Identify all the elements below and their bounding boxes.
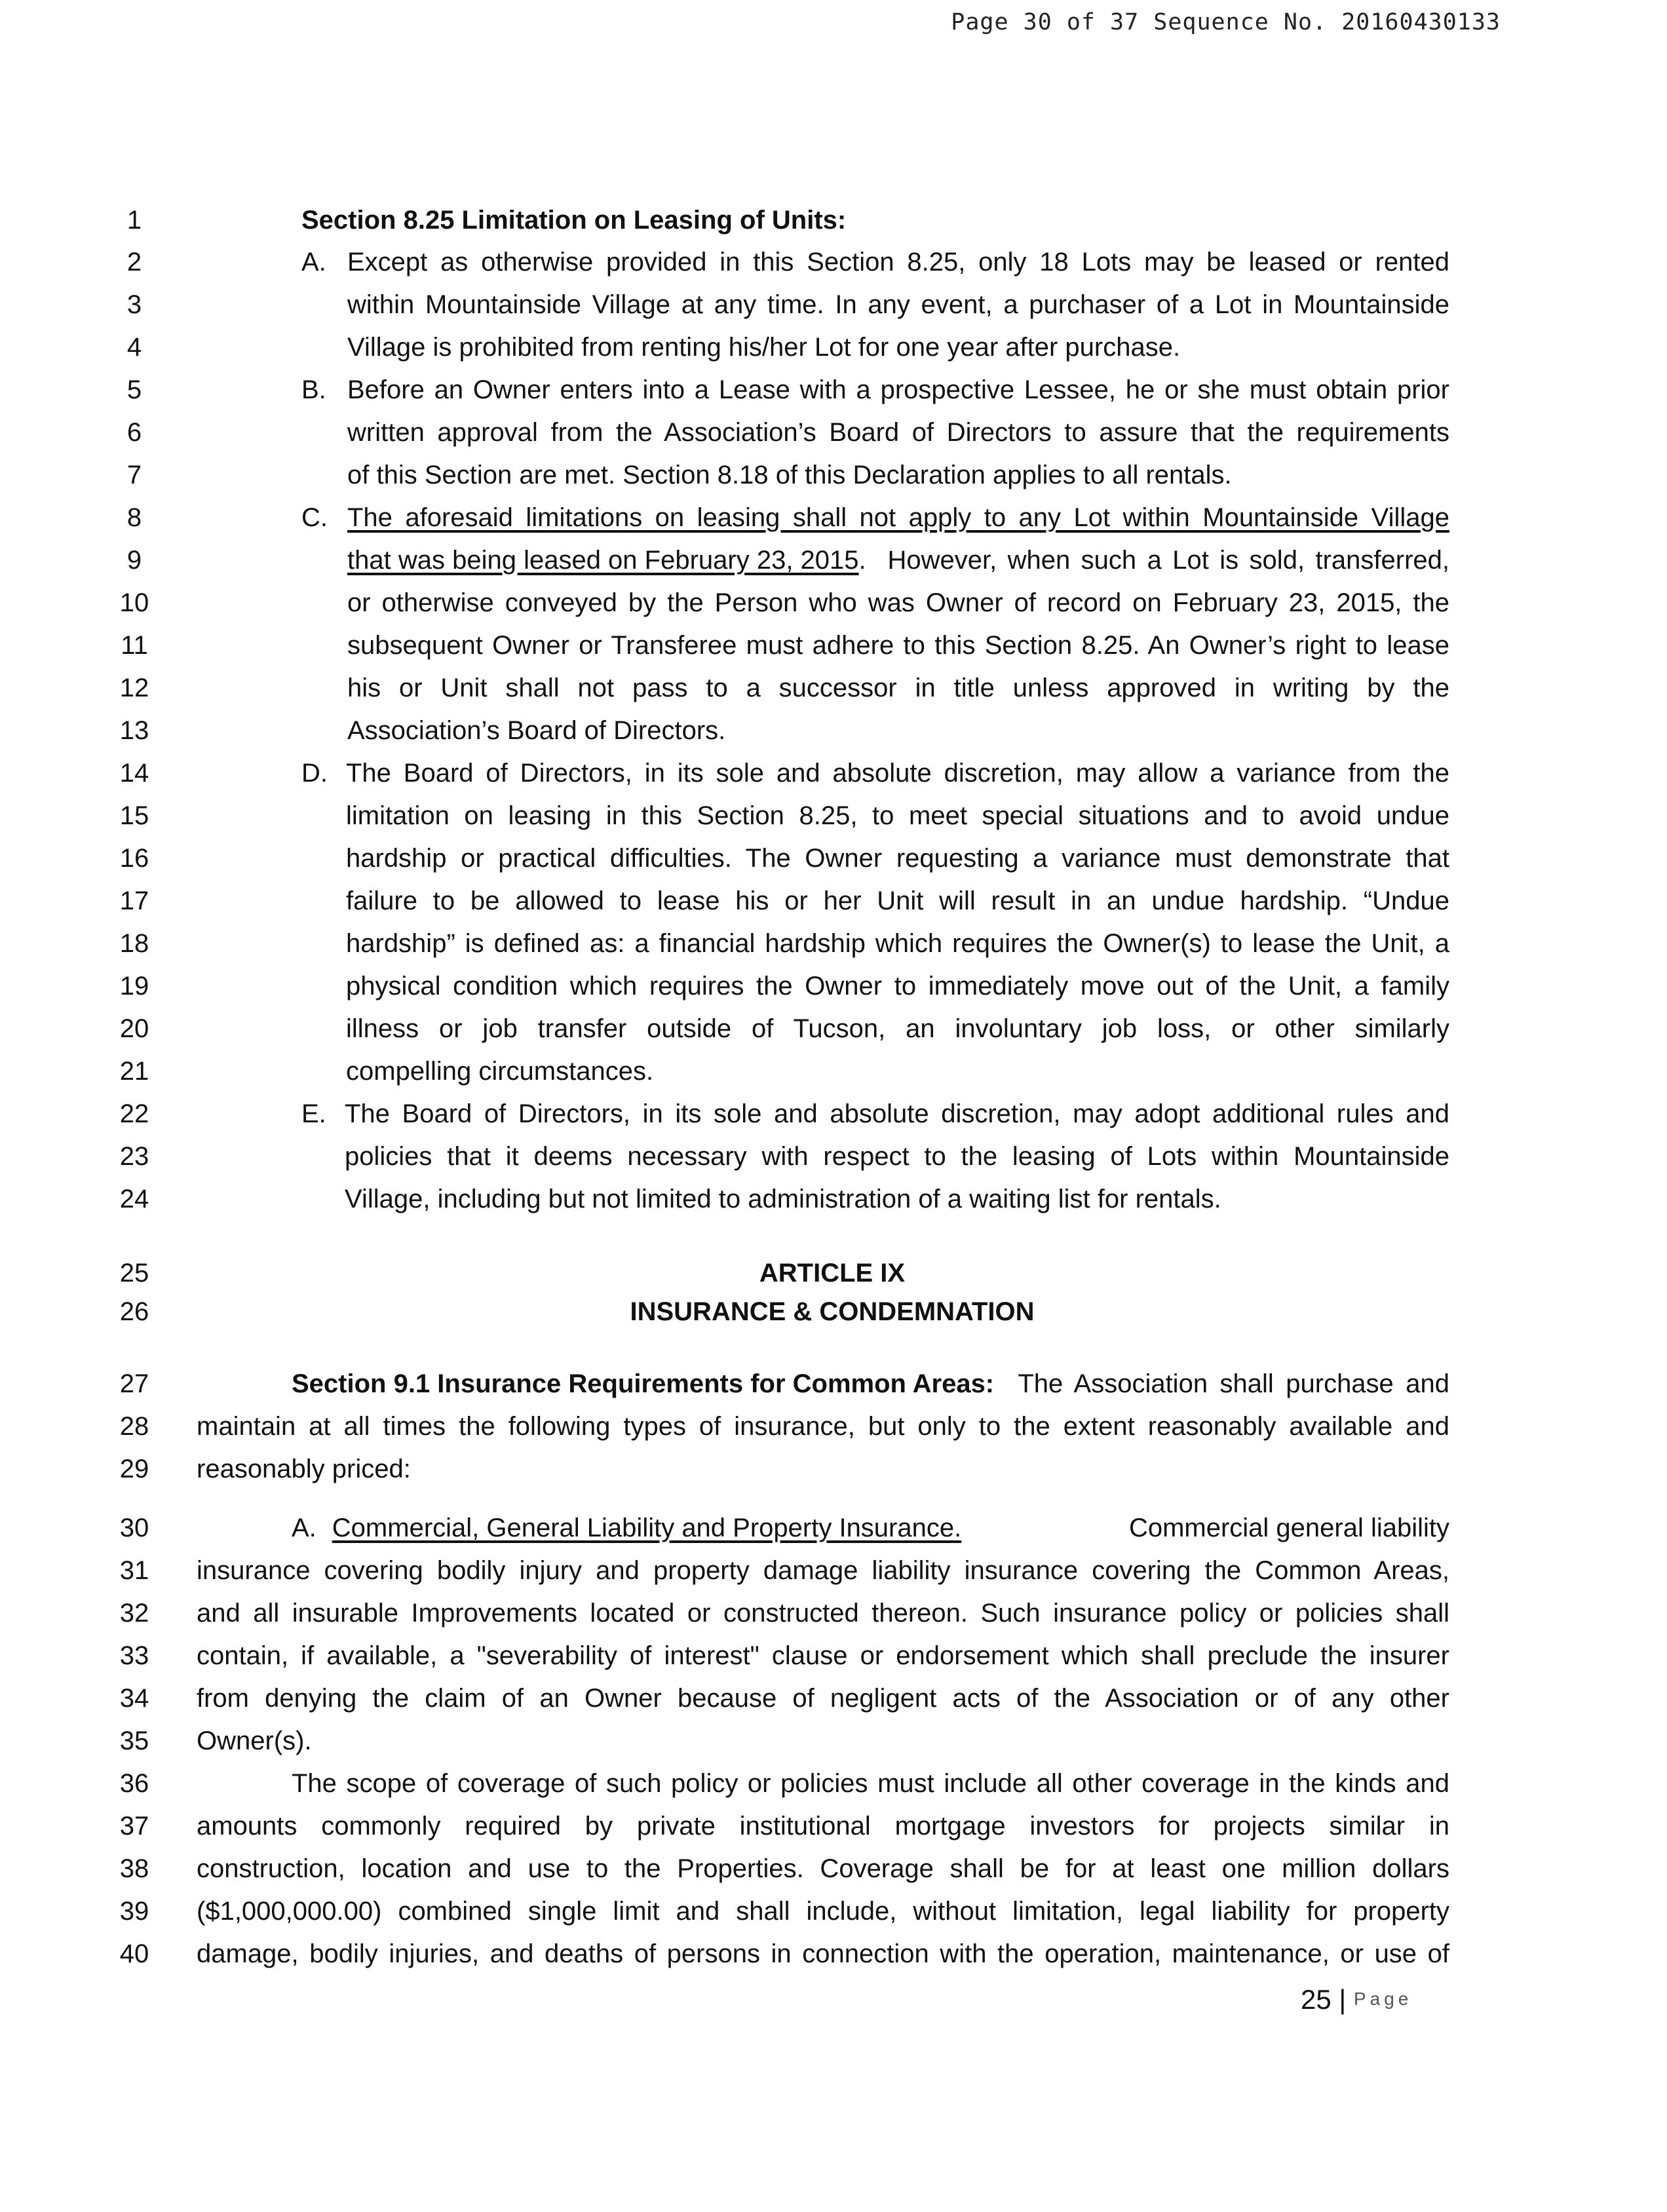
line-number: 7 (126, 461, 142, 489)
paragraph-line: reasonably priced: (197, 1455, 411, 1483)
line-number: 26 (119, 1297, 149, 1326)
paragraph-line: The scope of coverage of such policy or policies must include all other coverage in the kinds and (292, 1769, 1449, 1798)
line-number: 4 (126, 333, 142, 362)
line-number: 8 (126, 503, 142, 532)
article-number: ARTICLE IX (759, 1259, 906, 1287)
line-number: 19 (119, 972, 149, 1001)
line-number: 34 (119, 1684, 149, 1713)
line-number: 24 (119, 1185, 149, 1213)
paragraph-line: Association’s Board of Directors. (347, 716, 726, 745)
line-number: 29 (119, 1455, 149, 1483)
paragraph-line: insurance covering bodily injury and property damage liability insurance covering the Common Areas, (197, 1556, 1449, 1585)
line-number: 16 (119, 844, 149, 873)
line-number: 1 (126, 206, 142, 235)
paragraph-line: illness or job transfer outside of Tucson, an involuntary job loss, or other similarly (346, 1014, 1449, 1043)
line-number: 18 (119, 929, 149, 958)
line-number: 33 (119, 1641, 149, 1670)
paragraph-line (347, 546, 1449, 575)
line-number: 22 (119, 1099, 149, 1128)
paragraph-text: The Association shall purchase and (994, 1369, 1449, 1398)
list-marker: A. (301, 248, 326, 276)
line-number: 25 (119, 1259, 149, 1287)
line-number: 5 (126, 375, 142, 404)
line-number: 12 (119, 674, 149, 702)
paragraph-line: Village is prohibited from renting his/her Lot for one year after purchase. (347, 333, 1181, 362)
line-number: 13 (119, 716, 149, 745)
paragraph-line: Village, including but not limited to administration of a waiting list for rentals. (345, 1185, 1221, 1213)
list-marker: A. (292, 1514, 316, 1542)
line-number: 6 (126, 418, 142, 447)
paragraph-line: policies that it deems necessary with respect to the leasing of Lots within Mountainside (345, 1142, 1449, 1171)
line-number: 15 (119, 801, 149, 830)
line-number: 10 (119, 588, 149, 617)
paragraph-line: construction, location and use to the Properties. Coverage shall be for at least one million dollars (197, 1854, 1449, 1883)
line-number: 9 (126, 546, 142, 575)
line-number: 31 (119, 1556, 149, 1585)
page-label: Page (1353, 1989, 1413, 2009)
paragraph-line: or otherwise conveyed by the Person who was Owner of record on February 23, 2015, the (347, 588, 1449, 617)
paragraph-line: of this Section are met. Section 8.18 of this Declaration applies to all rentals. (347, 461, 1232, 489)
paragraph-line: hardship or practical difficulties. The Owner requesting a variance must demonstrate that (346, 844, 1449, 873)
line-number: 27 (119, 1369, 149, 1398)
line-number: 32 (119, 1599, 149, 1628)
paragraph-line: from denying the claim of an Owner because of negligent acts of the Association or of any other (197, 1684, 1449, 1713)
list-marker: E. (301, 1099, 326, 1128)
line-number: 3 (126, 290, 142, 319)
paragraph-line: damage, bodily injuries, and deaths of persons in connection with the operation, maintenance, or use of (197, 1939, 1449, 1968)
paragraph-line: within Mountainside Village at any time. In any event, a purchaser of a Lot in Mountainside (347, 290, 1449, 319)
line-number: 30 (119, 1514, 149, 1542)
paragraph-line: Owner(s). (197, 1726, 312, 1755)
paragraph-line: physical condition which requires the Owner to immediately move out of the Unit, a family (346, 972, 1449, 1001)
paragraph-line: subsequent Owner or Transferee must adhere to this Section 8.25. An Owner’s right to lease (347, 631, 1449, 660)
paragraph-line: maintain at all times the following types of insurance, but only to the extent reasonably available and (197, 1412, 1449, 1441)
line-number: 40 (119, 1939, 149, 1968)
line-number: 11 (121, 631, 148, 660)
paragraph-line: hardship” is defined as: a financial hardship which requires the Owner(s) to lease the Unit, a (346, 929, 1449, 958)
paragraph-line (292, 1514, 1449, 1543)
line-number: 17 (119, 887, 149, 915)
underlined-text: The aforesaid limitations on leasing shall not apply to any Lot within Mountainside Village (347, 503, 1449, 532)
paragraph-line: Except as otherwise provided in this Section 8.25, only 18 Lots may be leased or rented (347, 248, 1449, 276)
paragraph-line: limitation on leasing in this Section 8.25, to meet special situations and to avoid undue (346, 801, 1449, 830)
line-number: 2 (126, 248, 142, 276)
paragraph-line: The Board of Directors, in its sole and absolute discretion, may allow a variance from the (346, 759, 1449, 788)
section-heading: Section 8.25 Limitation on Leasing of Units: (301, 206, 847, 235)
paragraph-line: amounts commonly required by private institutional mortgage investors for projects similar in (197, 1812, 1449, 1840)
list-marker: B. (301, 375, 326, 404)
paragraph-line: compelling circumstances. (346, 1057, 654, 1086)
line-number: 23 (119, 1142, 149, 1171)
paragraph-line: ($1,000,000.00) combined single limit and shall include, without limitation, legal liability for property (197, 1897, 1449, 1926)
paragraph-line: written approval from the Association’s Board of Directors to assure that the requirements (347, 418, 1449, 447)
page-sequence-header: Page 30 of 37 Sequence No. 20160430133 (951, 9, 1501, 35)
line-number: 37 (119, 1812, 149, 1840)
line-number: 36 (119, 1769, 149, 1798)
line-number: 35 (119, 1726, 149, 1755)
paragraph-line: failure to be allowed to lease his or her Unit will result in an undue hardship. “Undue (346, 887, 1449, 915)
paragraph-line: The Board of Directors, in its sole and absolute discretion, may adopt additional rules and (345, 1099, 1449, 1128)
line-number: 21 (119, 1057, 149, 1086)
line-number: 38 (119, 1854, 149, 1883)
paragraph-line (292, 1369, 1449, 1399)
page-number: 25 (1301, 1984, 1332, 2015)
list-marker: C. (301, 503, 328, 532)
paragraph-line: and all insurable Improvements located or constructed thereon. Such insurance policy or policies shall (197, 1599, 1449, 1628)
footer-separator: | (1339, 1984, 1347, 2015)
article-title: INSURANCE & CONDEMNATION (630, 1297, 1035, 1326)
paragraph-line: Before an Owner enters into a Lease with a prospective Lessee, he or she must obtain prior (347, 375, 1449, 404)
line-number: 39 (119, 1897, 149, 1926)
line-number: 20 (119, 1014, 149, 1043)
section-heading: Section 9.1 Insurance Requirements for Common Areas: (292, 1369, 995, 1398)
underlined-text: Commercial, General Liability and Property Insurance. (332, 1514, 962, 1542)
paragraph-text: Commercial general liability (1128, 1514, 1449, 1542)
paragraph-line: his or Unit shall not pass to a successor in title unless approved in writing by the (347, 674, 1449, 702)
list-marker: D. (301, 759, 328, 788)
line-number: 14 (119, 759, 149, 788)
paragraph-line: contain, if available, a "severability of interest" clause or endorsement which shall preclude the insurer (197, 1641, 1449, 1670)
paragraph-text: . However, when such a Lot is sold, transferred, (858, 546, 1449, 575)
page-footer (1301, 1984, 1412, 2015)
line-number: 28 (119, 1412, 149, 1441)
underlined-text: that was being leased on February 23, 2015 (347, 546, 859, 575)
